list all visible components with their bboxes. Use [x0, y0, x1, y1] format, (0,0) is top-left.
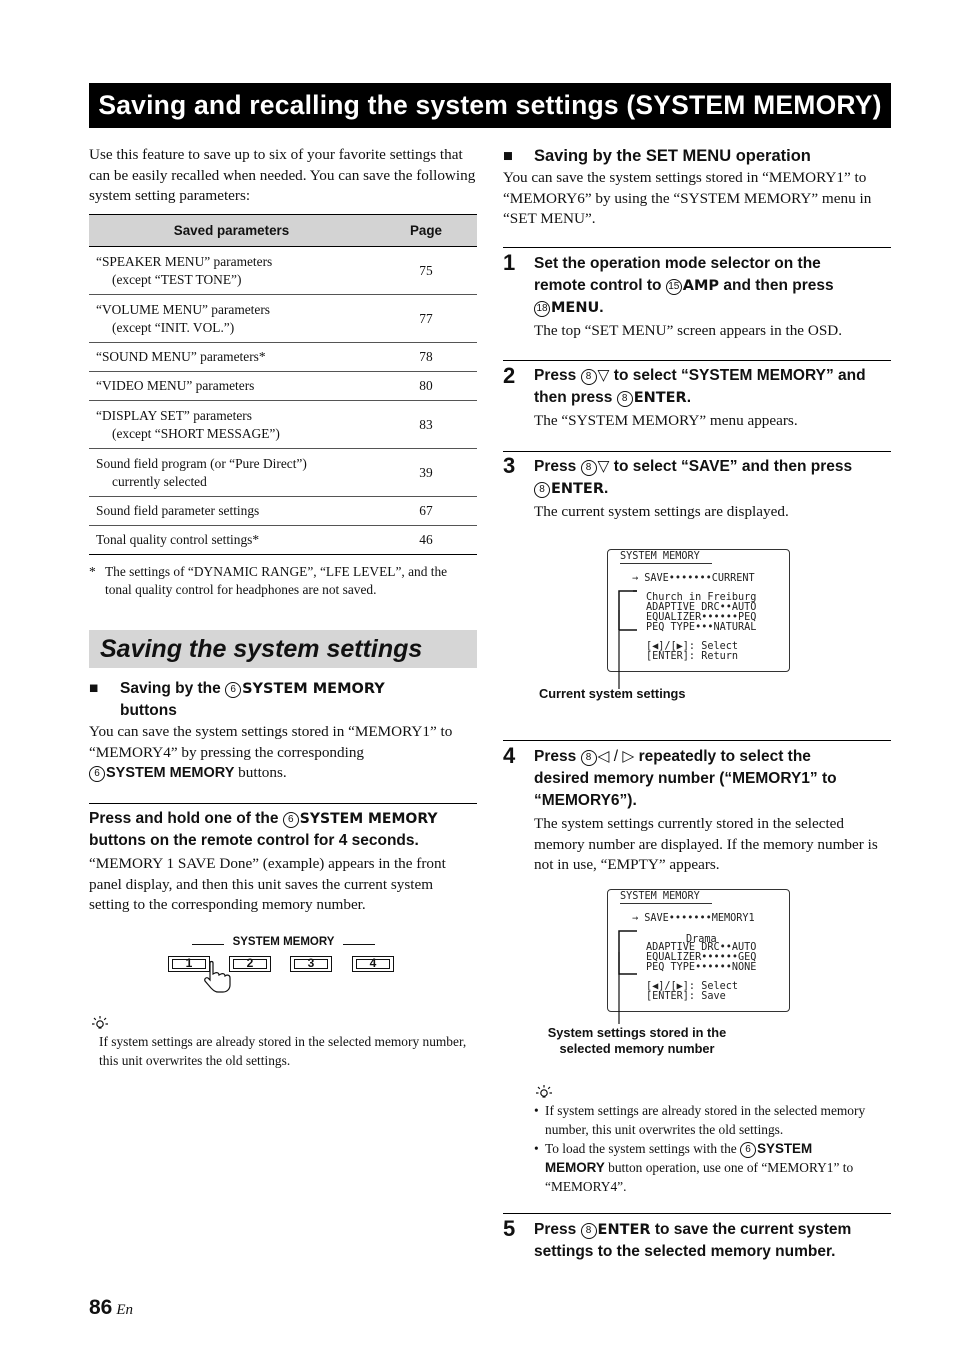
heading-text: Set the operation mode selector on the: [534, 255, 821, 272]
remote-illustration: [166, 936, 400, 996]
instruction-body: “MEMORY 1 SAVE Done” (example) appears in the front panel display, and then this unit saves the current system setting to the corresponding memory number.: [89, 855, 446, 913]
label-line-left: [192, 944, 224, 945]
bullet-icon: •: [534, 1141, 539, 1156]
tip-text: If system settings are already stored in the selected memory number, this unit overwrites the old settings.: [545, 1103, 866, 1137]
key-number-icon: 8: [581, 750, 597, 766]
table-cell-parameter: Sound field parameter settings: [89, 497, 375, 526]
key-number-icon: 6: [89, 766, 105, 782]
table-row: [89, 526, 477, 555]
osd-line-equalizer: EQUALIZER••••••PEQ: [646, 612, 757, 623]
table-cell-page: 77: [375, 295, 477, 343]
set-menu-body: You can save the system settings stored in “MEMORY1” to “MEMORY6” by using the “SYSTEM MEMORY” menu in “SET MENU”.: [503, 169, 872, 227]
key-number-icon: 6: [740, 1142, 756, 1158]
key-label: AMP: [682, 278, 720, 294]
heading-text: Press and hold one of the: [89, 810, 279, 827]
table-cell-parameter: [89, 247, 375, 295]
key-number-icon: 6: [283, 812, 299, 828]
caption-line: System settings stored in the: [547, 1025, 727, 1040]
table-row: [89, 247, 477, 295]
osd-line-save: → SAVE•••••••MEMORY1: [632, 913, 755, 924]
footnote-mark: *: [89, 564, 96, 579]
heading-text: Saving by the: [120, 680, 221, 697]
heading-text: Press: [534, 367, 577, 384]
step-3-body: The current system settings are displayed.: [534, 503, 789, 520]
osd-line-return: [ENTER]: Return: [646, 651, 739, 662]
osd-line-program: Drama: [686, 934, 717, 945]
heading-text: then press: [534, 389, 613, 406]
callout-bracket: [615, 930, 640, 1025]
osd-line-save: → SAVE•••••••CURRENT: [632, 573, 755, 584]
osd-line-peq-type: PEQ TYPE••••••NONE: [646, 962, 757, 973]
memory-button-2: 2: [229, 956, 271, 972]
cursor-down-icon: ▽: [597, 458, 610, 475]
heading-text: Saving by the SET MENU operation: [534, 147, 811, 165]
param-line: “SPEAKER MENU” parameters: [96, 253, 273, 269]
callout-bracket: [615, 590, 640, 690]
osd-line-drc: ADAPTIVE DRC••AUTO: [646, 602, 757, 613]
saved-parameters-table: [89, 214, 477, 555]
param-subline: (except “SHORT MESSAGE”): [112, 425, 280, 441]
table-cell-page: 46: [375, 526, 477, 555]
table-cell-page: 78: [375, 343, 477, 372]
instruction-heading: [89, 808, 477, 852]
step-4-heading: [534, 746, 891, 812]
table-cell-parameter: Tonal quality control settings*: [89, 526, 375, 555]
column-header-page: Page: [375, 215, 477, 247]
osd-line-drc: ADAPTIVE DRC••AUTO: [646, 942, 757, 953]
step-2-heading: Press 8 ▽ to select “SYSTEM MEMORY” and then press 8 ENTER.: [534, 367, 866, 406]
table-cell-page: 80: [375, 372, 477, 401]
cursor-left-right-icon: ◁ / ▷: [597, 748, 635, 765]
step-4-body: The system settings currently stored in the selected memory number are displayed. If the memory number is not in use, “EMPTY” appears.: [534, 815, 878, 873]
bullet-icon: •: [534, 1103, 539, 1118]
subsection-heading-system-memory: [89, 678, 477, 719]
table-cell-parameter: [89, 401, 375, 449]
osd-line-select: [◀]/[▶]: Select: [646, 641, 739, 652]
step-number: 3: [503, 453, 516, 478]
tip-text: button operation, use one of “MEMORY1” to “MEMORY4”.: [545, 1160, 854, 1194]
subsection-heading-set-menu: [503, 145, 891, 167]
table-header-row: [89, 215, 477, 247]
table-footnote: [89, 563, 477, 599]
heading-text: “MEMORY6”).: [534, 792, 637, 809]
key-label: MEMORY: [545, 1160, 605, 1175]
heading-text: remote control to: [534, 277, 662, 294]
key-number-icon: 8: [617, 391, 633, 407]
divider: [503, 247, 891, 248]
heading-text: Press: [534, 458, 577, 475]
step-5-heading: [534, 1219, 891, 1263]
param-line: “VOLUME MENU” parameters: [96, 301, 271, 317]
param-line: “DISPLAY SET” parameters: [96, 407, 252, 423]
heading-text: buttons on the remote control for 4 seconds.: [89, 832, 419, 849]
key-number-icon: 8: [581, 369, 597, 385]
column-header-parameters: Saved parameters: [89, 215, 375, 247]
intro-paragraph: Use this feature to save up to six of your favorite settings that can be easily recalled when needed. You can save the following system setting parameters:: [89, 146, 476, 204]
step-number: 5: [503, 1216, 516, 1241]
table-row: [89, 449, 477, 497]
table-row: [89, 343, 477, 372]
table-cell-parameter: “SOUND MENU” parameters*: [89, 343, 375, 372]
key-label: SYSTEM MEMORY: [106, 765, 235, 781]
footnote-text: The settings of “DYNAMIC RANGE”, “LFE LEVEL”, and the tonal quality control for headphones are not saved.: [105, 564, 448, 597]
table-row: [89, 497, 477, 526]
page-number-value: 86: [89, 1296, 113, 1319]
heading-text: to select “SYSTEM MEMORY” and: [613, 367, 866, 384]
square-bullet-icon: ■: [503, 147, 513, 165]
step-1-heading: Set the operation mode selector on the remote control to 15 AMP and then press 18 MENU.: [534, 255, 834, 316]
pointing-hand-icon: [196, 960, 238, 994]
key-number-icon: 18: [534, 301, 550, 317]
key-number-icon: 8: [581, 1223, 597, 1239]
divider: [503, 360, 891, 361]
table-cell-parameter: [89, 295, 375, 343]
osd-title: SYSTEM MEMORY: [620, 892, 712, 904]
heading-text: desired memory number (“MEMORY1” to: [534, 770, 837, 787]
key-label: SYSTEM: [757, 1141, 813, 1156]
caption-line: selected memory number: [559, 1041, 715, 1056]
table-row: [89, 401, 477, 449]
section-heading: Saving the system settings: [89, 630, 477, 668]
param-line: Sound field program (or “Pure Direct”): [96, 455, 307, 471]
heading-text: settings to the selected memory number.: [534, 1243, 836, 1260]
key-label: ENTER: [551, 481, 605, 497]
square-bullet-icon: ■: [89, 680, 99, 697]
key-number-icon: 8: [581, 460, 597, 476]
table-cell-page: 39: [375, 449, 477, 497]
key-label: SYSTEM MEMORY: [299, 811, 438, 827]
tip-lightbulb-icon: [535, 1084, 553, 1100]
osd-title: SYSTEM MEMORY: [620, 552, 712, 564]
heading-text: repeatedly to select the: [638, 748, 811, 765]
key-label: ENTER: [633, 390, 687, 406]
list-item: [534, 1139, 891, 1196]
osd-line-select: [◀]/[▶]: Select: [646, 981, 739, 992]
divider: [503, 740, 891, 741]
label-line-right: [343, 944, 375, 945]
table-cell-page: 83: [375, 401, 477, 449]
heading-text: to select “SAVE” and then press: [613, 458, 853, 475]
divider: [503, 451, 891, 452]
step-1-body: The top “SET MENU” screen appears in the OSD.: [534, 322, 843, 339]
key-number-icon: 15: [666, 279, 682, 295]
key-label: SYSTEM MEMORY: [242, 681, 385, 697]
heading-text: buttons: [120, 702, 177, 719]
body-text: buttons.: [238, 764, 287, 781]
step-number: 1: [503, 250, 516, 275]
tip-text: To load the system settings with the: [545, 1141, 737, 1156]
list-item: [534, 1101, 891, 1139]
table-cell-page: 75: [375, 247, 477, 295]
body-text: You can save the system settings stored in “MEMORY1” to “MEMORY4” by pressing the corresponding: [89, 723, 453, 761]
heading-text: Press: [534, 1221, 577, 1238]
page-language: En: [116, 1302, 134, 1318]
memory-button-3: 3: [290, 956, 332, 972]
tips-list: [534, 1101, 891, 1196]
osd-line-program: Church in Freiburg: [646, 592, 757, 603]
param-subline: currently selected: [112, 473, 207, 489]
tip-text: If system settings are already stored in the selected memory number, this unit overwrites the old settings.: [99, 1034, 467, 1068]
step-number: 4: [503, 743, 516, 768]
param-subline: (except “TEST TONE”): [112, 271, 242, 287]
step-3-heading: Press 8 ▽ to select “SAVE” and then press 8 ENTER.: [534, 458, 853, 497]
table-cell-page: 67: [375, 497, 477, 526]
table-cell-parameter: “VIDEO MENU” parameters: [89, 372, 375, 401]
divider: [89, 803, 477, 804]
remote-label: SYSTEM MEMORY: [232, 936, 335, 948]
heading-text: to save the current system: [654, 1221, 852, 1238]
osd-line-peq-type: PEQ TYPE•••NATURAL: [646, 622, 757, 633]
table-cell-parameter: [89, 449, 375, 497]
subsection-body: [89, 722, 477, 784]
osd-caption-current: Current system settings: [539, 686, 686, 701]
osd-line-equalizer: EQUALIZER••••••GEQ: [646, 952, 757, 963]
tip-lightbulb-icon: [91, 1015, 109, 1031]
heading-text: and then press: [723, 277, 834, 294]
osd-line-save-action: [ENTER]: Save: [646, 991, 726, 1002]
memory-button-1: 1: [168, 956, 210, 972]
key-number-icon: 8: [534, 482, 550, 498]
divider: [503, 1213, 891, 1214]
key-label: ENTER: [597, 1222, 651, 1238]
table-row: [89, 295, 477, 343]
cursor-down-icon: ▽: [597, 367, 610, 384]
key-number-icon: 6: [225, 682, 241, 698]
memory-button-4: 4: [352, 956, 394, 972]
table-row: [89, 372, 477, 401]
osd-caption-memory: [527, 1025, 747, 1057]
page-number: [89, 1296, 133, 1320]
key-label: MENU: [551, 300, 600, 316]
step-number: 2: [503, 363, 516, 388]
step-2-body: The “SYSTEM MEMORY” menu appears.: [534, 412, 798, 429]
param-subline: (except “INIT. VOL.”): [112, 319, 235, 335]
page-title: Saving and recalling the system settings (SYSTEM MEMORY): [89, 83, 891, 128]
heading-text: Press: [534, 748, 577, 765]
